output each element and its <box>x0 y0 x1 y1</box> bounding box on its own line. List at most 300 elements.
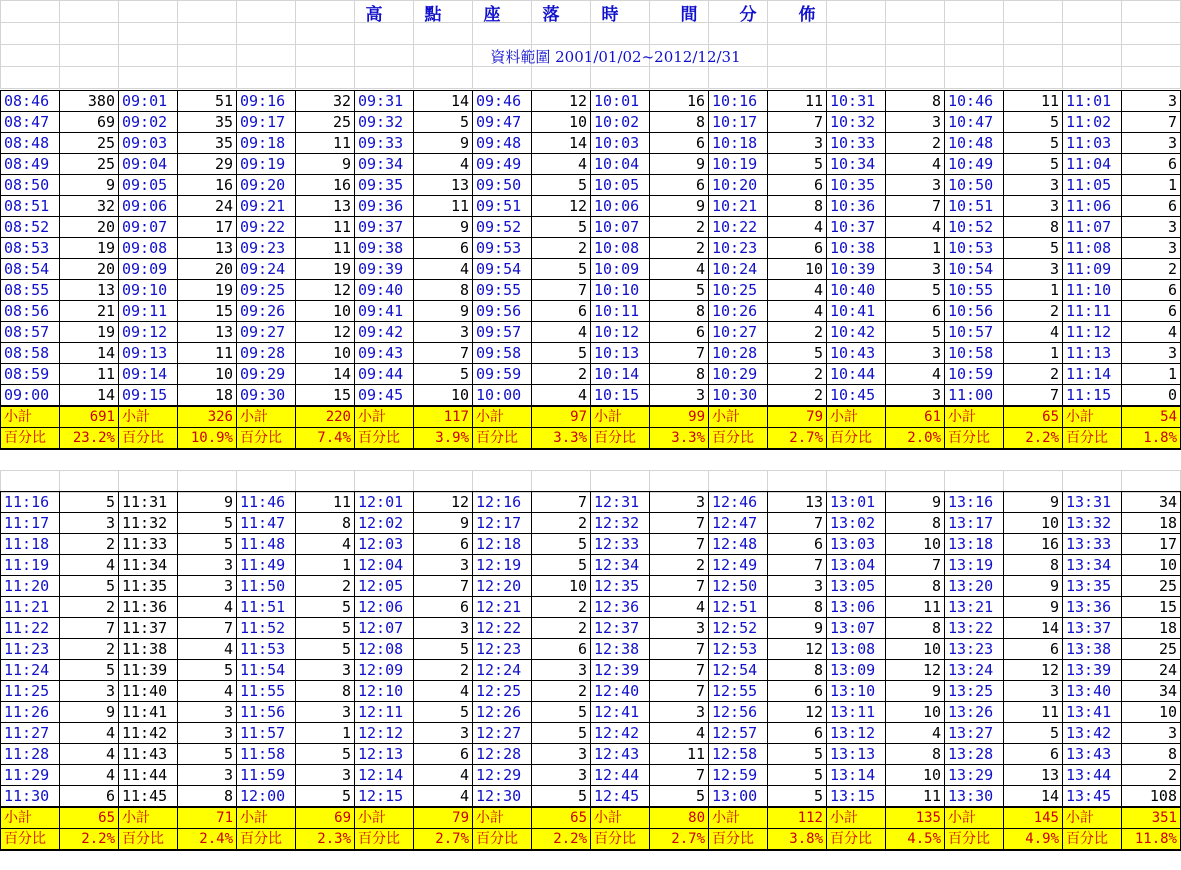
time-cell[interactable]: 12:08 <box>355 639 414 660</box>
time-cell[interactable]: 13:41 <box>1063 702 1122 723</box>
time-cell[interactable]: 13:09 <box>827 660 886 681</box>
time-cell[interactable]: 11:27 <box>1 723 60 744</box>
time-cell[interactable]: 13:30 <box>945 786 1004 808</box>
time-cell[interactable]: 09:21 <box>237 196 296 217</box>
time-cell[interactable]: 12:32 <box>591 513 650 534</box>
time-cell[interactable]: 09:22 <box>237 217 296 238</box>
time-cell[interactable]: 13:31 <box>1063 492 1122 513</box>
count-cell[interactable]: 9 <box>60 702 119 723</box>
count-cell[interactable]: 6 <box>1122 154 1181 175</box>
subtotal-value[interactable]: 54 <box>1122 406 1181 428</box>
count-cell[interactable]: 5 <box>296 597 355 618</box>
time-cell[interactable]: 11:01 <box>1063 91 1122 112</box>
count-cell[interactable]: 6 <box>650 175 709 196</box>
count-cell[interactable]: 7 <box>650 639 709 660</box>
subtotal-label[interactable]: 小計 <box>827 406 886 428</box>
count-cell[interactable]: 8 <box>296 681 355 702</box>
time-cell[interactable]: 12:39 <box>591 660 650 681</box>
count-cell[interactable]: 15 <box>296 385 355 407</box>
time-cell[interactable]: 08:53 <box>1 238 60 259</box>
count-cell[interactable]: 5 <box>296 618 355 639</box>
count-cell[interactable]: 108 <box>1122 786 1181 808</box>
time-cell[interactable]: 09:57 <box>473 322 532 343</box>
subtotal-label[interactable]: 小計 <box>945 406 1004 428</box>
count-cell[interactable]: 9 <box>414 133 473 154</box>
count-cell[interactable]: 10 <box>1122 702 1181 723</box>
time-cell[interactable]: 12:02 <box>355 513 414 534</box>
count-cell[interactable]: 10 <box>532 576 591 597</box>
count-cell[interactable]: 6 <box>532 639 591 660</box>
time-cell[interactable]: 11:50 <box>237 576 296 597</box>
count-cell[interactable]: 9 <box>1004 576 1063 597</box>
time-cell[interactable]: 13:03 <box>827 534 886 555</box>
time-cell[interactable]: 13:12 <box>827 723 886 744</box>
time-cell[interactable]: 09:58 <box>473 343 532 364</box>
count-cell[interactable]: 5 <box>414 112 473 133</box>
time-cell[interactable]: 11:29 <box>1 765 60 786</box>
time-cell[interactable]: 10:30 <box>709 385 768 407</box>
count-cell[interactable]: 20 <box>60 217 119 238</box>
count-cell[interactable]: 2 <box>1122 259 1181 280</box>
count-cell[interactable]: 6 <box>414 534 473 555</box>
time-cell[interactable]: 10:07 <box>591 217 650 238</box>
count-cell[interactable]: 9 <box>296 154 355 175</box>
time-cell[interactable]: 11:14 <box>1063 364 1122 385</box>
count-cell[interactable]: 6 <box>414 597 473 618</box>
count-cell[interactable]: 13 <box>60 280 119 301</box>
time-cell[interactable]: 12:06 <box>355 597 414 618</box>
subtotal-label[interactable]: 小計 <box>591 406 650 428</box>
time-cell[interactable]: 09:39 <box>355 259 414 280</box>
subtotal-value[interactable]: 69 <box>296 807 355 829</box>
time-cell[interactable]: 10:43 <box>827 343 886 364</box>
count-cell[interactable]: 11 <box>60 364 119 385</box>
time-cell[interactable]: 12:23 <box>473 639 532 660</box>
count-cell[interactable]: 3 <box>1122 238 1181 259</box>
count-cell[interactable]: 3 <box>178 555 237 576</box>
count-cell[interactable]: 6 <box>768 534 827 555</box>
time-cell[interactable]: 13:21 <box>945 597 1004 618</box>
count-cell[interactable]: 4 <box>886 217 945 238</box>
percent-label[interactable]: 百分比 <box>709 829 768 851</box>
time-cell[interactable]: 11:32 <box>119 513 178 534</box>
count-cell[interactable]: 4 <box>886 364 945 385</box>
count-cell[interactable]: 11 <box>296 133 355 154</box>
subtotal-label[interactable]: 小計 <box>709 406 768 428</box>
time-cell[interactable]: 13:24 <box>945 660 1004 681</box>
time-cell[interactable]: 11:47 <box>237 513 296 534</box>
percent-value[interactable]: 2.2% <box>1004 428 1063 450</box>
count-cell[interactable]: 7 <box>60 618 119 639</box>
count-cell[interactable]: 5 <box>768 154 827 175</box>
time-cell[interactable]: 13:22 <box>945 618 1004 639</box>
count-cell[interactable]: 9 <box>768 618 827 639</box>
time-cell[interactable]: 11:49 <box>237 555 296 576</box>
count-cell[interactable]: 8 <box>650 112 709 133</box>
time-cell[interactable]: 08:51 <box>1 196 60 217</box>
percent-value[interactable]: 2.7% <box>768 428 827 450</box>
subtotal-label[interactable]: 小計 <box>1063 807 1122 829</box>
count-cell[interactable]: 10 <box>886 534 945 555</box>
time-cell[interactable]: 11:30 <box>1 786 60 808</box>
time-cell[interactable]: 12:50 <box>709 576 768 597</box>
count-cell[interactable]: 2 <box>532 238 591 259</box>
count-cell[interactable]: 7 <box>178 618 237 639</box>
count-cell[interactable]: 15 <box>178 301 237 322</box>
percent-label[interactable]: 百分比 <box>709 428 768 450</box>
count-cell[interactable]: 5 <box>768 744 827 765</box>
time-cell[interactable]: 10:27 <box>709 322 768 343</box>
time-cell[interactable]: 12:58 <box>709 744 768 765</box>
count-cell[interactable]: 19 <box>296 259 355 280</box>
count-cell[interactable]: 5 <box>60 660 119 681</box>
time-cell[interactable]: 10:20 <box>709 175 768 196</box>
percent-label[interactable]: 百分比 <box>945 428 1004 450</box>
time-cell[interactable]: 10:04 <box>591 154 650 175</box>
time-cell[interactable]: 10:55 <box>945 280 1004 301</box>
time-cell[interactable]: 11:43 <box>119 744 178 765</box>
time-cell[interactable]: 09:14 <box>119 364 178 385</box>
time-cell[interactable]: 13:29 <box>945 765 1004 786</box>
percent-value[interactable]: 2.7% <box>650 829 709 851</box>
time-cell[interactable]: 12:42 <box>591 723 650 744</box>
percent-label[interactable]: 百分比 <box>1 428 60 450</box>
time-cell[interactable]: 10:08 <box>591 238 650 259</box>
count-cell[interactable]: 17 <box>1122 534 1181 555</box>
time-cell[interactable]: 08:49 <box>1 154 60 175</box>
count-cell[interactable]: 4 <box>414 259 473 280</box>
count-cell[interactable]: 13 <box>296 196 355 217</box>
time-cell[interactable]: 13:34 <box>1063 555 1122 576</box>
time-cell[interactable]: 12:34 <box>591 555 650 576</box>
time-cell[interactable]: 11:03 <box>1063 133 1122 154</box>
time-cell[interactable]: 10:31 <box>827 91 886 112</box>
count-cell[interactable]: 4 <box>414 765 473 786</box>
time-cell[interactable]: 12:57 <box>709 723 768 744</box>
count-cell[interactable]: 11 <box>768 91 827 112</box>
count-cell[interactable]: 8 <box>296 513 355 534</box>
count-cell[interactable]: 34 <box>1122 681 1181 702</box>
count-cell[interactable]: 8 <box>650 301 709 322</box>
count-cell[interactable]: 7 <box>768 513 827 534</box>
subtotal-label[interactable]: 小計 <box>591 807 650 829</box>
count-cell[interactable]: 2 <box>60 534 119 555</box>
time-cell[interactable]: 09:30 <box>237 385 296 407</box>
time-cell[interactable]: 09:29 <box>237 364 296 385</box>
count-cell[interactable]: 4 <box>178 639 237 660</box>
count-cell[interactable]: 2 <box>768 364 827 385</box>
count-cell[interactable]: 3 <box>1122 217 1181 238</box>
time-cell[interactable]: 11:37 <box>119 618 178 639</box>
count-cell[interactable]: 6 <box>650 133 709 154</box>
time-cell[interactable]: 09:16 <box>237 91 296 112</box>
count-cell[interactable]: 3 <box>1004 196 1063 217</box>
count-cell[interactable]: 5 <box>650 786 709 808</box>
time-cell[interactable]: 10:50 <box>945 175 1004 196</box>
time-cell[interactable]: 12:28 <box>473 744 532 765</box>
time-cell[interactable]: 10:05 <box>591 175 650 196</box>
time-cell[interactable]: 09:10 <box>119 280 178 301</box>
time-cell[interactable]: 12:17 <box>473 513 532 534</box>
time-cell[interactable]: 09:37 <box>355 217 414 238</box>
count-cell[interactable]: 7 <box>1122 112 1181 133</box>
time-cell[interactable]: 09:18 <box>237 133 296 154</box>
time-cell[interactable]: 10:16 <box>709 91 768 112</box>
count-cell[interactable]: 14 <box>1004 786 1063 808</box>
time-cell[interactable]: 09:43 <box>355 343 414 364</box>
time-cell[interactable]: 10:42 <box>827 322 886 343</box>
time-cell[interactable]: 11:00 <box>945 385 1004 407</box>
time-cell[interactable]: 10:54 <box>945 259 1004 280</box>
time-cell[interactable]: 09:45 <box>355 385 414 407</box>
time-cell[interactable]: 12:49 <box>709 555 768 576</box>
time-cell[interactable]: 13:42 <box>1063 723 1122 744</box>
count-cell[interactable]: 13 <box>414 175 473 196</box>
time-cell[interactable]: 11:04 <box>1063 154 1122 175</box>
count-cell[interactable]: 4 <box>60 723 119 744</box>
count-cell[interactable]: 12 <box>532 91 591 112</box>
time-cell[interactable]: 12:53 <box>709 639 768 660</box>
subtotal-value[interactable]: 135 <box>886 807 945 829</box>
time-cell[interactable]: 12:24 <box>473 660 532 681</box>
count-cell[interactable]: 5 <box>414 702 473 723</box>
count-cell[interactable]: 29 <box>178 154 237 175</box>
count-cell[interactable]: 4 <box>296 534 355 555</box>
count-cell[interactable]: 4 <box>414 681 473 702</box>
time-cell[interactable]: 13:32 <box>1063 513 1122 534</box>
time-cell[interactable]: 12:44 <box>591 765 650 786</box>
time-cell[interactable]: 08:55 <box>1 280 60 301</box>
time-cell[interactable]: 09:59 <box>473 364 532 385</box>
count-cell[interactable]: 12 <box>296 322 355 343</box>
count-cell[interactable]: 3 <box>886 259 945 280</box>
percent-value[interactable]: 3.9% <box>414 428 473 450</box>
count-cell[interactable]: 2 <box>532 618 591 639</box>
percent-label[interactable]: 百分比 <box>1063 428 1122 450</box>
count-cell[interactable]: 6 <box>532 301 591 322</box>
count-cell[interactable]: 3 <box>178 723 237 744</box>
count-cell[interactable]: 7 <box>768 112 827 133</box>
count-cell[interactable]: 10 <box>886 702 945 723</box>
count-cell[interactable]: 5 <box>178 744 237 765</box>
count-cell[interactable]: 12 <box>532 196 591 217</box>
count-cell[interactable]: 14 <box>532 133 591 154</box>
count-cell[interactable]: 2 <box>886 133 945 154</box>
time-cell[interactable]: 10:56 <box>945 301 1004 322</box>
count-cell[interactable]: 0 <box>1122 385 1181 407</box>
subtotal-label[interactable]: 小計 <box>1 406 60 428</box>
count-cell[interactable]: 3 <box>1004 681 1063 702</box>
time-cell[interactable]: 12:54 <box>709 660 768 681</box>
count-cell[interactable]: 69 <box>60 112 119 133</box>
count-cell[interactable]: 19 <box>60 322 119 343</box>
time-cell[interactable]: 13:14 <box>827 765 886 786</box>
count-cell[interactable]: 9 <box>650 196 709 217</box>
time-cell[interactable]: 09:06 <box>119 196 178 217</box>
time-cell[interactable]: 10:24 <box>709 259 768 280</box>
subtotal-label[interactable]: 小計 <box>355 807 414 829</box>
time-cell[interactable]: 12:01 <box>355 492 414 513</box>
time-cell[interactable]: 12:11 <box>355 702 414 723</box>
percent-label[interactable]: 百分比 <box>355 829 414 851</box>
time-cell[interactable]: 11:12 <box>1063 322 1122 343</box>
time-cell[interactable]: 09:35 <box>355 175 414 196</box>
count-cell[interactable]: 4 <box>1122 322 1181 343</box>
time-cell[interactable]: 09:13 <box>119 343 178 364</box>
time-cell[interactable]: 13:00 <box>709 786 768 808</box>
count-cell[interactable]: 10 <box>296 343 355 364</box>
count-cell[interactable]: 3 <box>886 385 945 407</box>
count-cell[interactable]: 7 <box>650 534 709 555</box>
count-cell[interactable]: 3 <box>414 618 473 639</box>
count-cell[interactable]: 15 <box>1122 597 1181 618</box>
count-cell[interactable]: 3 <box>532 744 591 765</box>
count-cell[interactable]: 6 <box>1122 280 1181 301</box>
time-cell[interactable]: 13:39 <box>1063 660 1122 681</box>
time-cell[interactable]: 09:49 <box>473 154 532 175</box>
time-cell[interactable]: 12:33 <box>591 534 650 555</box>
time-cell[interactable]: 11:59 <box>237 765 296 786</box>
time-cell[interactable]: 09:40 <box>355 280 414 301</box>
count-cell[interactable]: 4 <box>768 217 827 238</box>
time-cell[interactable]: 11:48 <box>237 534 296 555</box>
time-cell[interactable]: 11:35 <box>119 576 178 597</box>
percent-label[interactable]: 百分比 <box>827 428 886 450</box>
percent-value[interactable]: 10.9% <box>178 428 237 450</box>
count-cell[interactable]: 3 <box>296 765 355 786</box>
subtotal-value[interactable]: 97 <box>532 406 591 428</box>
time-cell[interactable]: 10:48 <box>945 133 1004 154</box>
count-cell[interactable]: 4 <box>650 723 709 744</box>
time-cell[interactable]: 08:57 <box>1 322 60 343</box>
count-cell[interactable]: 4 <box>886 154 945 175</box>
time-cell[interactable]: 08:50 <box>1 175 60 196</box>
count-cell[interactable]: 7 <box>650 765 709 786</box>
time-cell[interactable]: 13:04 <box>827 555 886 576</box>
count-cell[interactable]: 25 <box>296 112 355 133</box>
count-cell[interactable]: 6 <box>768 175 827 196</box>
time-cell[interactable]: 12:21 <box>473 597 532 618</box>
count-cell[interactable]: 380 <box>60 91 119 112</box>
time-cell[interactable]: 10:13 <box>591 343 650 364</box>
count-cell[interactable]: 10 <box>886 639 945 660</box>
time-cell[interactable]: 12:30 <box>473 786 532 808</box>
count-cell[interactable]: 5 <box>1004 238 1063 259</box>
subtotal-value[interactable]: 80 <box>650 807 709 829</box>
count-cell[interactable]: 5 <box>178 513 237 534</box>
percent-label[interactable]: 百分比 <box>473 428 532 450</box>
count-cell[interactable]: 7 <box>532 280 591 301</box>
count-cell[interactable]: 9 <box>60 175 119 196</box>
count-cell[interactable]: 10 <box>886 765 945 786</box>
count-cell[interactable]: 6 <box>768 723 827 744</box>
count-cell[interactable]: 6 <box>414 238 473 259</box>
time-cell[interactable]: 11:02 <box>1063 112 1122 133</box>
time-cell[interactable]: 12:04 <box>355 555 414 576</box>
time-cell[interactable]: 09:31 <box>355 91 414 112</box>
time-cell[interactable]: 12:56 <box>709 702 768 723</box>
count-cell[interactable]: 16 <box>296 175 355 196</box>
percent-label[interactable]: 百分比 <box>119 829 178 851</box>
count-cell[interactable]: 12 <box>768 702 827 723</box>
time-cell[interactable]: 12:38 <box>591 639 650 660</box>
count-cell[interactable]: 11 <box>886 597 945 618</box>
time-cell[interactable]: 11:42 <box>119 723 178 744</box>
time-cell[interactable]: 10:28 <box>709 343 768 364</box>
time-cell[interactable]: 11:57 <box>237 723 296 744</box>
count-cell[interactable]: 4 <box>414 786 473 808</box>
subtotal-value[interactable]: 326 <box>178 406 237 428</box>
count-cell[interactable]: 3 <box>1004 175 1063 196</box>
time-cell[interactable]: 13:36 <box>1063 597 1122 618</box>
time-cell[interactable]: 08:54 <box>1 259 60 280</box>
count-cell[interactable]: 14 <box>296 364 355 385</box>
count-cell[interactable]: 2 <box>532 364 591 385</box>
time-cell[interactable]: 12:46 <box>709 492 768 513</box>
percent-value[interactable]: 1.8% <box>1122 428 1181 450</box>
percent-value[interactable]: 2.4% <box>178 829 237 851</box>
time-cell[interactable]: 11:26 <box>1 702 60 723</box>
count-cell[interactable]: 5 <box>886 322 945 343</box>
count-cell[interactable]: 2 <box>532 681 591 702</box>
subtotal-label[interactable]: 小計 <box>1063 406 1122 428</box>
count-cell[interactable]: 5 <box>296 744 355 765</box>
count-cell[interactable]: 5 <box>60 492 119 513</box>
time-cell[interactable]: 09:07 <box>119 217 178 238</box>
time-cell[interactable]: 08:46 <box>1 91 60 112</box>
count-cell[interactable]: 10 <box>414 385 473 407</box>
count-cell[interactable]: 10 <box>1122 555 1181 576</box>
count-cell[interactable]: 11 <box>296 217 355 238</box>
time-cell[interactable]: 10:47 <box>945 112 1004 133</box>
time-cell[interactable]: 12:22 <box>473 618 532 639</box>
time-cell[interactable]: 10:51 <box>945 196 1004 217</box>
time-cell[interactable]: 12:59 <box>709 765 768 786</box>
time-cell[interactable]: 12:40 <box>591 681 650 702</box>
count-cell[interactable]: 3 <box>414 322 473 343</box>
time-cell[interactable]: 10:36 <box>827 196 886 217</box>
count-cell[interactable]: 11 <box>1004 91 1063 112</box>
time-cell[interactable]: 13:43 <box>1063 744 1122 765</box>
count-cell[interactable]: 8 <box>768 660 827 681</box>
time-cell[interactable]: 12:31 <box>591 492 650 513</box>
time-cell[interactable]: 13:33 <box>1063 534 1122 555</box>
time-cell[interactable]: 09:52 <box>473 217 532 238</box>
time-cell[interactable]: 12:48 <box>709 534 768 555</box>
time-cell[interactable]: 11:23 <box>1 639 60 660</box>
count-cell[interactable]: 5 <box>532 259 591 280</box>
percent-value[interactable]: 2.2% <box>532 829 591 851</box>
time-cell[interactable]: 11:05 <box>1063 175 1122 196</box>
count-cell[interactable]: 8 <box>886 513 945 534</box>
count-cell[interactable]: 9 <box>414 217 473 238</box>
subtotal-value[interactable]: 691 <box>60 406 119 428</box>
count-cell[interactable]: 25 <box>1122 639 1181 660</box>
subtotal-label[interactable]: 小計 <box>355 406 414 428</box>
percent-value[interactable]: 2.7% <box>414 829 473 851</box>
time-cell[interactable]: 12:37 <box>591 618 650 639</box>
time-cell[interactable]: 10:40 <box>827 280 886 301</box>
time-cell[interactable]: 09:11 <box>119 301 178 322</box>
count-cell[interactable]: 2 <box>650 555 709 576</box>
count-cell[interactable]: 4 <box>768 301 827 322</box>
time-cell[interactable]: 10:01 <box>591 91 650 112</box>
count-cell[interactable]: 16 <box>1004 534 1063 555</box>
count-cell[interactable]: 1 <box>296 555 355 576</box>
time-cell[interactable]: 09:50 <box>473 175 532 196</box>
count-cell[interactable]: 3 <box>60 513 119 534</box>
count-cell[interactable]: 1 <box>296 723 355 744</box>
